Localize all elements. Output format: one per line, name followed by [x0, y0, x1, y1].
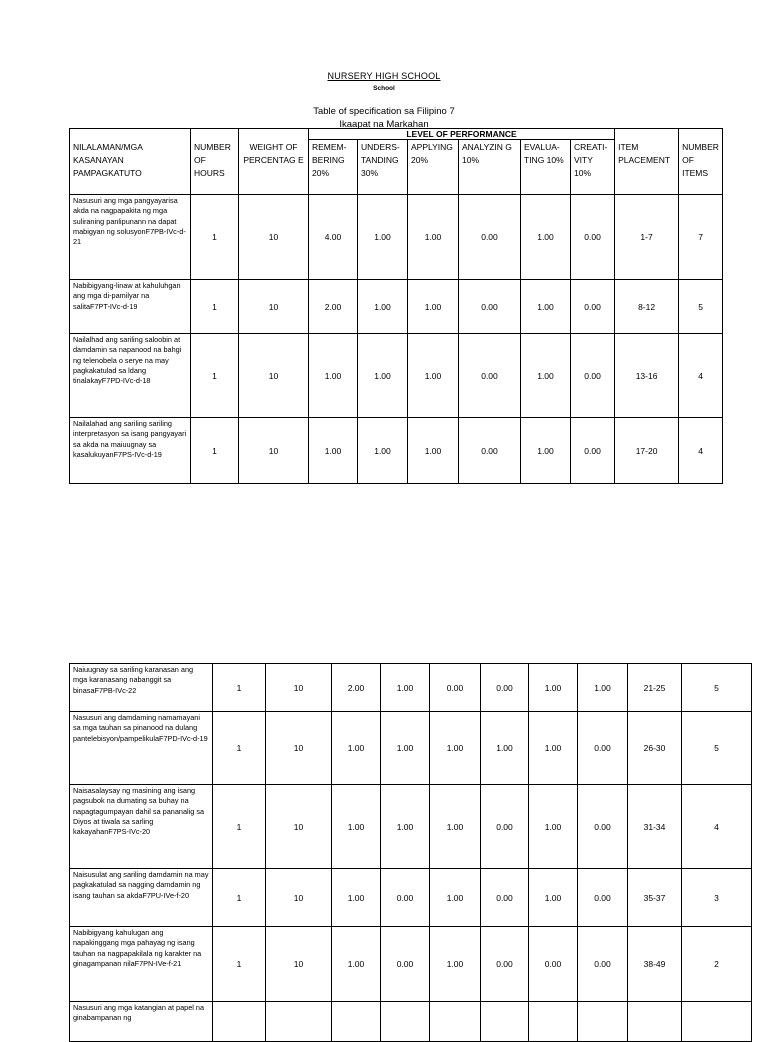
weight-cell: 10 — [266, 785, 332, 869]
weight-cell: 10 — [266, 712, 332, 785]
table-row — [70, 869, 752, 927]
creativity-cell: 0.00 — [571, 418, 615, 484]
header-remembering: REMEM-BERING 20% — [309, 140, 358, 195]
remembering-cell: 1.00 — [309, 418, 358, 484]
specification-table-bottom — [69, 663, 752, 1042]
evaluating-cell: 1.00 — [521, 195, 571, 280]
understanding-cell: 0.00 — [381, 927, 430, 1002]
evaluating-cell: 1.00 — [521, 280, 571, 334]
remembering-cell — [332, 1002, 381, 1042]
weight-cell: 10 — [266, 869, 332, 927]
understanding-cell: 1.00 — [358, 195, 408, 280]
applying-cell: 1.00 — [430, 869, 481, 927]
analyzing-cell: 0.00 — [481, 927, 529, 1002]
remembering-cell: 1.00 — [332, 869, 381, 927]
analyzing-cell: 0.00 — [459, 418, 521, 484]
placement-cell — [628, 1002, 682, 1042]
applying-cell: 1.00 — [430, 712, 481, 785]
understanding-cell — [381, 1002, 430, 1042]
header-items: NUMBER OF ITEMS — [679, 140, 723, 195]
table-top-body — [70, 195, 723, 484]
items-cell: 7 — [679, 195, 723, 280]
evaluating-cell: 1.00 — [521, 334, 571, 418]
placement-cell: 31-34 — [628, 785, 682, 869]
table-title: Table of specification sa Filipino 7 — [313, 106, 455, 117]
items-cell: 4 — [679, 418, 723, 484]
items-cell: 4 — [682, 785, 752, 869]
table-row — [70, 334, 723, 418]
creativity-cell: 0.00 — [571, 334, 615, 418]
competency-cell: Naiuugnay sa sariling karanasan ang mga karanasang nabanggit sa binasaF7PB-IVc-22 — [70, 664, 213, 712]
table-row — [70, 195, 723, 280]
placement-cell: 13-16 — [615, 334, 679, 418]
items-cell: 3 — [682, 869, 752, 927]
table-row — [70, 664, 752, 712]
header-analyzing: ANALYZIN G 10% — [459, 140, 521, 195]
understanding-cell: 1.00 — [358, 418, 408, 484]
remembering-cell: 1.00 — [332, 785, 381, 869]
competency-cell: Nasusuri ang mga katangian at papel na ginabampanan ng — [70, 1002, 213, 1042]
hours-cell: 1 — [191, 195, 239, 280]
evaluating-cell: 1.00 — [529, 712, 578, 785]
applying-cell: 1.00 — [408, 195, 459, 280]
level-of-performance-header: LEVEL OF PERFORMANCE — [309, 129, 615, 140]
analyzing-cell: 0.00 — [481, 869, 529, 927]
school-caption: School — [373, 85, 395, 92]
competency-cell: Naisasalaysay ng masining ang isang pagsubok na dumating sa buhay na napagtagumpayan dahil sa pananalig sa Diyos at tiwala sa sarling kakayahanF7PS-IVc-20 — [70, 785, 213, 869]
evaluating-cell — [529, 1002, 578, 1042]
hours-cell: 1 — [213, 869, 266, 927]
hours-cell: 1 — [213, 927, 266, 1002]
understanding-cell: 1.00 — [358, 280, 408, 334]
remembering-cell: 1.00 — [332, 927, 381, 1002]
hours-cell — [213, 1002, 266, 1042]
creativity-cell: 0.00 — [578, 927, 628, 1002]
weight-cell — [266, 1002, 332, 1042]
competency-cell: Naisusulat ang sariling damdamin na may pagkakatulad sa nagging damdamin ng isang tauhan sa akdaF7PU-IVe-f-20 — [70, 869, 213, 927]
understanding-cell: 1.00 — [381, 712, 430, 785]
items-cell: 5 — [682, 664, 752, 712]
table-row — [70, 418, 723, 484]
analyzing-cell: 0.00 — [481, 785, 529, 869]
remembering-cell: 2.00 — [309, 280, 358, 334]
items-cell: 2 — [682, 927, 752, 1002]
table-row — [70, 927, 752, 1002]
evaluating-cell: 1.00 — [529, 785, 578, 869]
placement-cell: 17-20 — [615, 418, 679, 484]
evaluating-cell: 1.00 — [521, 418, 571, 484]
hours-cell: 1 — [213, 785, 266, 869]
header-applying: APPLYING 20% — [408, 140, 459, 195]
creativity-cell: 0.00 — [578, 785, 628, 869]
creativity-cell — [578, 1002, 628, 1042]
header-weight: WEIGHT OF PERCENTAG E — [239, 140, 309, 195]
creativity-cell: 0.00 — [578, 869, 628, 927]
applying-cell: 1.00 — [408, 418, 459, 484]
hours-cell: 1 — [191, 280, 239, 334]
creativity-cell: 0.00 — [578, 712, 628, 785]
applying-cell: 1.00 — [408, 334, 459, 418]
placement-cell: 21-25 — [628, 664, 682, 712]
table-row — [70, 280, 723, 334]
evaluating-cell: 1.00 — [529, 664, 578, 712]
remembering-cell: 1.00 — [309, 334, 358, 418]
header-content: NILALAMAN/MGA KASANAYAN PAMPAGKATUTO — [70, 140, 191, 195]
table-row — [70, 785, 752, 869]
weight-cell: 10 — [239, 195, 309, 280]
understanding-cell: 0.00 — [381, 869, 430, 927]
applying-cell: 0.00 — [430, 664, 481, 712]
analyzing-cell: 1.00 — [481, 712, 529, 785]
weight-cell: 10 — [239, 334, 309, 418]
level-of-performance-row — [70, 129, 723, 140]
analyzing-cell: 0.00 — [459, 334, 521, 418]
hours-cell: 1 — [213, 712, 266, 785]
applying-cell: 1.00 — [408, 280, 459, 334]
analyzing-cell: 0.00 — [459, 280, 521, 334]
table-bottom-body — [70, 664, 752, 1042]
analyzing-cell: 0.00 — [459, 195, 521, 280]
remembering-cell: 4.00 — [309, 195, 358, 280]
specification-table-top — [69, 128, 723, 484]
creativity-cell: 0.00 — [571, 280, 615, 334]
table-row — [70, 1002, 752, 1042]
items-cell — [682, 1002, 752, 1042]
weight-cell: 10 — [239, 418, 309, 484]
placement-cell: 8-12 — [615, 280, 679, 334]
header-evaluating: EVALUA-TING 10% — [521, 140, 571, 195]
header-row — [70, 140, 723, 195]
quarter-label: Ikaapat na Markahan — [339, 119, 429, 130]
analyzing-cell — [481, 1002, 529, 1042]
header-hours: NUMBER OF HOURS — [191, 140, 239, 195]
evaluating-cell: 0.00 — [529, 927, 578, 1002]
weight-cell: 10 — [266, 664, 332, 712]
creativity-cell: 0.00 — [571, 195, 615, 280]
applying-cell: 1.00 — [430, 927, 481, 1002]
competency-cell: Nabibigyang-linaw at kahuluhgan ang mga di-pamilyar na salitaF7PT-IVc-d-19 — [70, 280, 191, 334]
understanding-cell: 1.00 — [381, 664, 430, 712]
items-cell: 5 — [682, 712, 752, 785]
placement-cell: 38-49 — [628, 927, 682, 1002]
understanding-cell: 1.00 — [358, 334, 408, 418]
header-creativity: CREATI-VITY 10% — [571, 140, 615, 195]
header-understanding: UNDERS-TANDING 30% — [358, 140, 408, 195]
competency-cell: Nailalhad ang sariling saloobin at damdamin sa napanood na bahgi ng telenobela o serye na may pagkakatulad sa ldang tinalakayF7PD-IVc-d-18 — [70, 334, 191, 418]
items-cell: 4 — [679, 334, 723, 418]
competency-cell: Nabibigyang kahulugan ang napakinggang mga pahayag ng isang tauhan na nagpapakilala ng karakter na ginagampanan nilaF7PN-IVe-f-21 — [70, 927, 213, 1002]
understanding-cell: 1.00 — [381, 785, 430, 869]
creativity-cell: 1.00 — [578, 664, 628, 712]
items-cell: 5 — [679, 280, 723, 334]
placement-cell: 35-37 — [628, 869, 682, 927]
competency-cell: Nasusuri ang damdaming namamayani sa mga tauhan sa pinanood na dulang pantelebisyon/pampelikulaF7PD-IVc-d-19 — [70, 712, 213, 785]
hours-cell: 1 — [213, 664, 266, 712]
placement-cell: 26-30 — [628, 712, 682, 785]
competency-cell: Nailalahad ang sariling sariling interpretasyon sa isang pangyayari sa akda na maiuugnay sa kasalukuyanF7PS-IVc-d-19 — [70, 418, 191, 484]
applying-cell — [430, 1002, 481, 1042]
weight-cell: 10 — [266, 927, 332, 1002]
hours-cell: 1 — [191, 418, 239, 484]
header-placement: ITEM PLACEMENT — [615, 140, 679, 195]
evaluating-cell: 1.00 — [529, 869, 578, 927]
placement-cell: 1-7 — [615, 195, 679, 280]
remembering-cell: 1.00 — [332, 712, 381, 785]
hours-cell: 1 — [191, 334, 239, 418]
applying-cell: 1.00 — [430, 785, 481, 869]
weight-cell: 10 — [239, 280, 309, 334]
remembering-cell: 2.00 — [332, 664, 381, 712]
school-name: NURSERY HIGH SCHOOL — [327, 71, 441, 81]
analyzing-cell: 0.00 — [481, 664, 529, 712]
table-row — [70, 712, 752, 785]
competency-cell: Nasusuri ang mga pangyayarisa akda na nagpapakita ng mga suliraning panlipunann na dapat mabigyan ng solusyonF7PB-IVc-d-21 — [70, 195, 191, 280]
